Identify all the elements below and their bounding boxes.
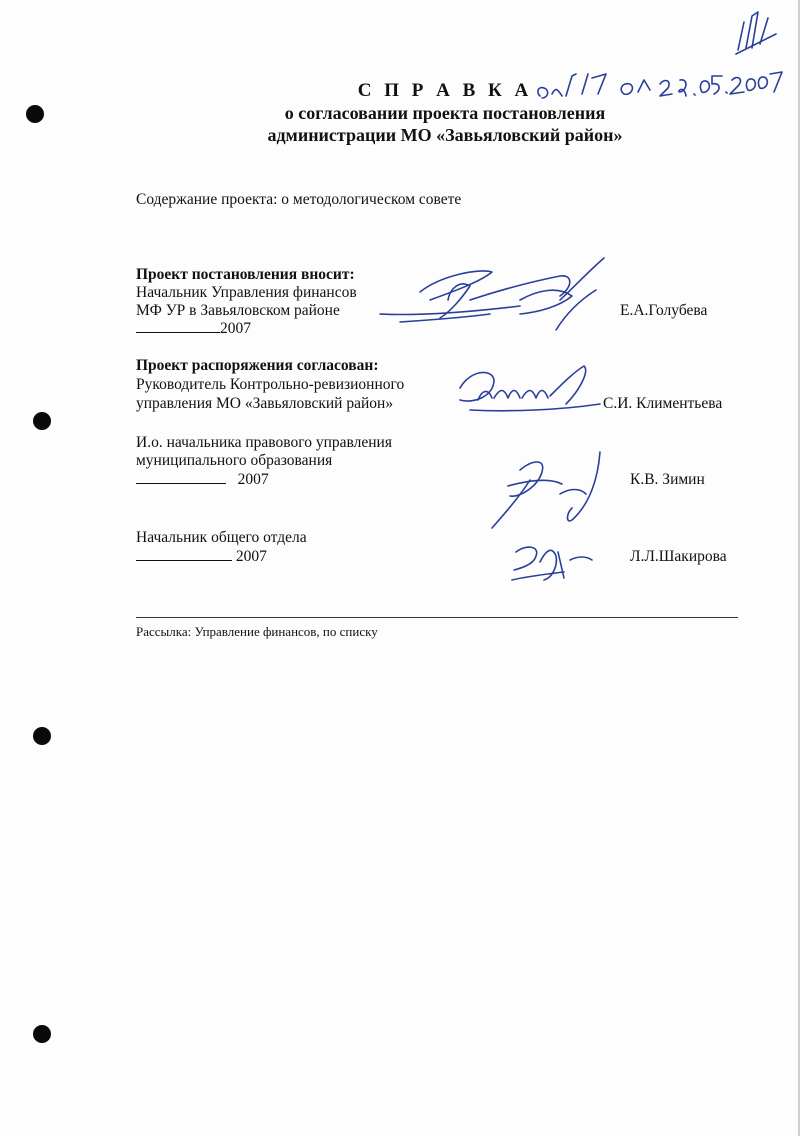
legal-position-line2: муниципального образования xyxy=(136,452,333,469)
document-subtitle-line2: администрации МО «Завьяловский район» xyxy=(267,125,623,145)
date-blank xyxy=(136,547,232,561)
signature-shakirova xyxy=(512,547,592,580)
submitter-position-line1: Начальник Управления финансов xyxy=(136,284,357,301)
binder-hole xyxy=(33,727,51,745)
legal-date xyxy=(136,470,269,489)
date-blank xyxy=(136,470,226,484)
general-position-line1: Начальник общего отдела xyxy=(136,529,307,546)
legal-date-year: 2007 xyxy=(237,471,269,488)
approval-heading: Проект распоряжения согласован: xyxy=(136,357,379,374)
distribution-line: Рассылка: Управление финансов, по списку xyxy=(136,624,378,639)
handwritten-page-number xyxy=(736,12,776,54)
approval-position-line2: управления МО «Завьяловский район» xyxy=(136,395,394,412)
date-blank xyxy=(136,319,220,333)
document-title: С П Р А В К А xyxy=(357,80,533,101)
submitter-name: Е.А.Голубева xyxy=(620,302,708,319)
document-subtitle-line1: о согласовании проекта постановления xyxy=(284,103,606,123)
document-title-block xyxy=(230,80,660,146)
submitter-position-line2: МФ УР в Завьяловском районе xyxy=(136,302,340,319)
submitter-heading: Проект постановления вносит: xyxy=(136,266,355,283)
general-date-year: 2007 xyxy=(235,548,267,565)
approval-name: С.И. Климентьева xyxy=(603,395,723,412)
binder-hole xyxy=(33,412,51,430)
approval-position-line1: Руководитель Контрольно-ревизионного xyxy=(136,376,405,393)
divider-line xyxy=(136,617,738,618)
binder-hole xyxy=(26,105,44,123)
signature-golubeva xyxy=(380,258,604,330)
legal-position-line1: И.о. начальника правового управления xyxy=(136,434,392,451)
signature-zimin xyxy=(492,452,600,528)
general-name: Л.Л.Шакирова xyxy=(630,548,727,565)
signature-klimentieva xyxy=(460,366,600,411)
content-line: Содержание проекта: о методологическом совете xyxy=(136,191,462,208)
legal-name: К.В. Зимин xyxy=(630,471,705,488)
submitter-date-year: 2007 xyxy=(220,320,251,337)
binder-hole xyxy=(33,1025,51,1043)
general-date xyxy=(136,547,267,566)
submitter-date xyxy=(136,319,251,338)
